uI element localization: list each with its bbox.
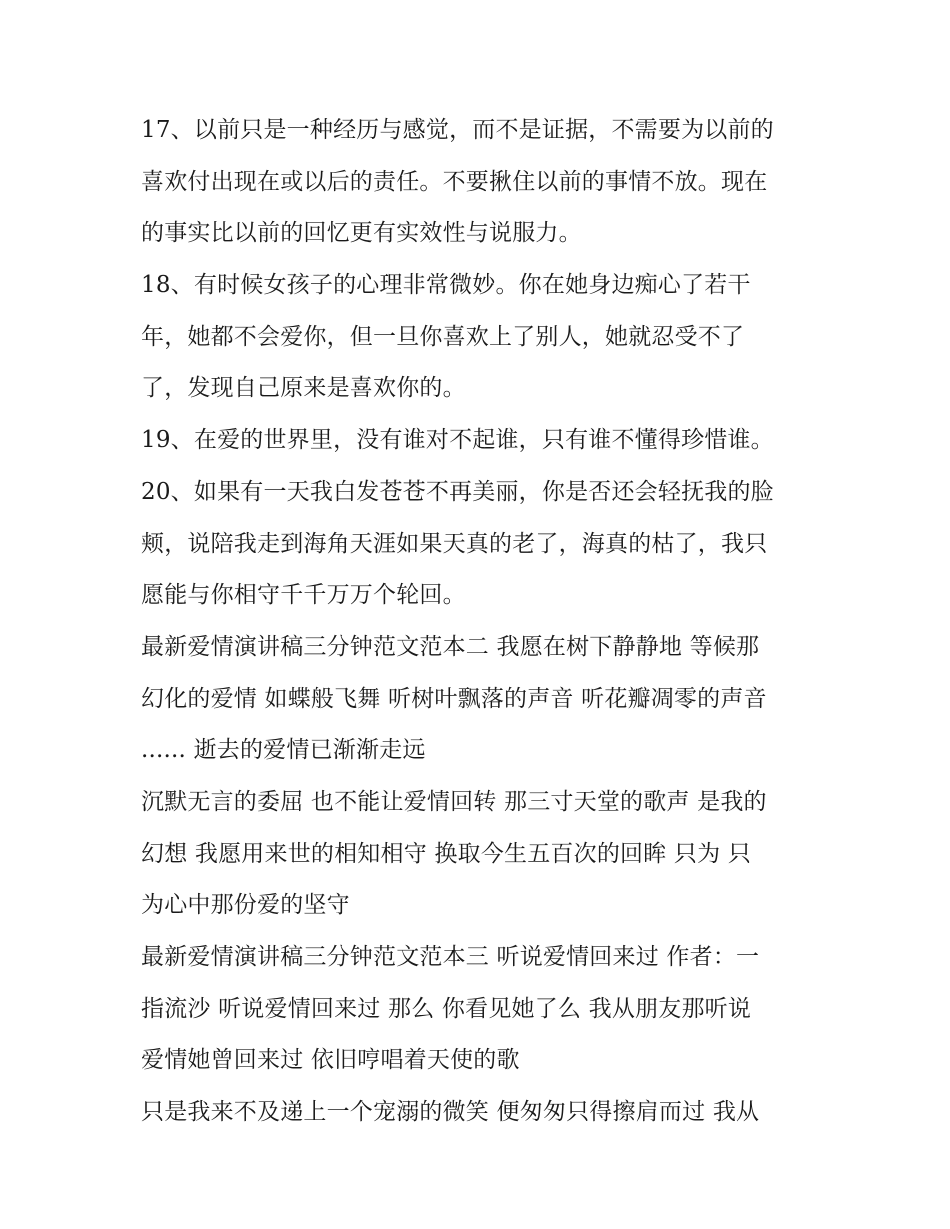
text-line: 只是我来不及递上一个宠溺的微笑 便匆匆只得擦肩而过 我从: [141, 1099, 760, 1126]
text-line: 幻想 我愿用来世的相知相守 换取今生五百次的回眸 只为 只: [141, 840, 752, 867]
text-line: 颊，说陪我走到海角天涯如果天真的老了，海真的枯了，我只: [141, 530, 768, 557]
text-line: 指流沙 听说爱情回来过 那么 你看见她了么 我从朋友那听说: [141, 995, 752, 1022]
text-line: 最新爱情演讲稿三分钟范文范本三 听说爱情回来过 作者：一: [141, 944, 760, 970]
text-line: 幻化的爱情 如蝶般飞舞 听树叶飘落的声音 听花瓣凋零的声音: [141, 685, 767, 712]
text-line: 20、如果有一天我白发苍苍不再美丽，你是否还会轻抚我的脸: [141, 478, 774, 505]
text-line: 19、在爱的世界里，没有谁对不起谁，只有谁不懂得珍惜谁。: [141, 427, 774, 454]
text-line: 愿能与你相守千千万万个轮回。: [141, 582, 466, 609]
text-line: 爱情她曾回来过 依旧哼唱着天使的歌: [141, 1047, 520, 1074]
text-line: 17、以前只是一种经历与感觉，而不是证据，不需要为以前的: [141, 117, 774, 143]
text-column: [141, 105, 821, 1139]
text-line: 沉默无言的委屈 也不能让爱情回转 那三寸天堂的歌声 是我的: [141, 788, 767, 815]
text-line: 18、有时候女孩子的心理非常微妙。你在她身边痴心了若干: [141, 272, 751, 299]
text-line: ...... 逝去的爱情已渐渐走远: [141, 737, 426, 764]
text-line: 喜欢付出现在或以后的责任。不要揪住以前的事情不放。现在: [141, 168, 768, 195]
text-line: 的事实比以前的回忆更有实效性与说服力。: [141, 220, 582, 247]
text-line: 年，她都不会爱你，但一旦你喜欢上了别人，她就忍受不了: [141, 323, 745, 350]
text-line: 最新爱情演讲稿三分钟范文范本二 我愿在树下静静地 等候那: [141, 633, 760, 660]
text-line: 为心中那份爱的坚守: [141, 892, 350, 919]
text-line: 了，发现自己原来是喜欢你的。: [141, 375, 466, 402]
